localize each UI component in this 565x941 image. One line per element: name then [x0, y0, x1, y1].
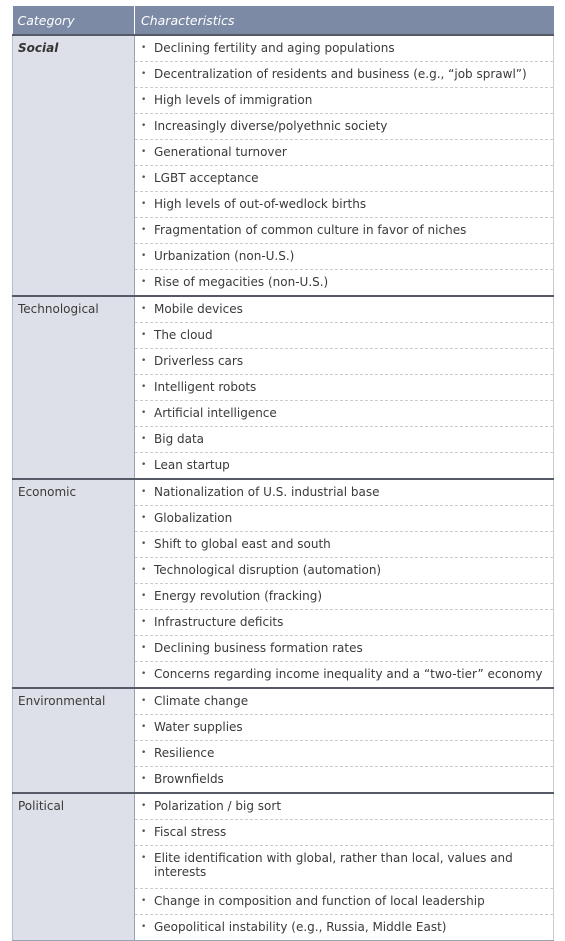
list-item	[135, 427, 553, 446]
characteristic-text: Shift to global east and south	[154, 537, 331, 551]
characteristic-text: Declining business formation rates	[154, 641, 363, 655]
bullet-icon: •	[141, 669, 147, 679]
category-cell: Technological	[13, 296, 135, 479]
characteristic-cell	[135, 715, 554, 741]
bullet-icon: •	[141, 617, 147, 627]
bullet-icon: •	[141, 330, 147, 340]
characteristic-cell	[135, 166, 554, 192]
bullet-icon: •	[141, 827, 147, 837]
list-item	[135, 401, 553, 420]
bullet-icon: •	[141, 277, 147, 287]
characteristic-cell	[135, 270, 554, 297]
characteristic-cell	[135, 479, 554, 506]
list-item	[135, 140, 553, 159]
characteristic-cell	[135, 636, 554, 662]
table-row	[13, 296, 554, 323]
characteristic-text: Urbanization (non-U.S.)	[154, 249, 295, 263]
bullet-icon: •	[141, 591, 147, 601]
characteristic-text: Driverless cars	[154, 354, 244, 368]
characteristic-text: Mobile devices	[154, 302, 243, 316]
characteristic-cell	[135, 846, 554, 889]
characteristic-cell	[135, 140, 554, 166]
characteristic-cell	[135, 889, 554, 915]
characteristic-text: Globalization	[154, 511, 233, 525]
table-row	[13, 793, 554, 820]
characteristics-column-header: Characteristics	[135, 6, 554, 35]
bullet-icon: •	[141, 539, 147, 549]
characteristic-text: Declining fertility and aging populations	[154, 41, 395, 55]
list-item	[135, 689, 553, 708]
list-item	[135, 88, 553, 107]
characteristic-text: Geopolitical instability (e.g., Russia, Middle East)	[154, 920, 447, 934]
characteristic-text: Intelligent robots	[154, 380, 257, 394]
bullet-icon: •	[141, 382, 147, 392]
list-item	[135, 741, 553, 760]
characteristic-text: The cloud	[154, 328, 213, 342]
characteristic-text: Generational turnover	[154, 145, 287, 159]
characteristic-cell	[135, 506, 554, 532]
list-item	[135, 114, 553, 133]
characteristic-text: Change in composition and function of local leadership	[154, 894, 485, 908]
bullet-icon: •	[141, 896, 147, 906]
list-item	[135, 270, 553, 289]
list-item	[135, 820, 553, 839]
list-item	[135, 480, 553, 499]
characteristic-text: Increasingly diverse/polyethnic society	[154, 119, 388, 133]
bullet-icon: •	[141, 95, 147, 105]
characteristic-cell	[135, 688, 554, 715]
list-item	[135, 349, 553, 368]
bullet-icon: •	[141, 69, 147, 79]
characteristic-text: Big data	[154, 432, 205, 446]
list-item	[135, 297, 553, 316]
list-item	[135, 558, 553, 577]
table-body	[13, 35, 554, 941]
bullet-icon: •	[141, 121, 147, 131]
bullet-icon: •	[141, 434, 147, 444]
characteristic-text: Brownfields	[154, 772, 224, 786]
bullet-icon: •	[141, 408, 147, 418]
bullet-icon: •	[141, 722, 147, 732]
characteristic-text: Fiscal stress	[154, 825, 227, 839]
characteristic-cell	[135, 453, 554, 480]
characteristic-cell	[135, 35, 554, 62]
table-header-row	[13, 6, 554, 35]
bullet-icon: •	[141, 922, 147, 932]
characteristic-text: Lean startup	[154, 458, 230, 472]
list-item	[135, 767, 553, 786]
characteristic-cell	[135, 114, 554, 140]
list-item	[135, 715, 553, 734]
list-item	[135, 192, 553, 211]
characteristic-cell	[135, 218, 554, 244]
trends-table	[12, 6, 554, 941]
characteristic-cell	[135, 741, 554, 767]
category-cell: Economic	[13, 479, 135, 688]
bullet-icon: •	[141, 43, 147, 53]
bullet-icon: •	[141, 460, 147, 470]
bullet-icon: •	[141, 251, 147, 261]
table-row	[13, 688, 554, 715]
bullet-icon: •	[141, 853, 147, 863]
characteristic-text: Resilience	[154, 746, 215, 760]
characteristic-text: Climate change	[154, 694, 249, 708]
table-row	[13, 35, 554, 62]
list-item	[135, 889, 553, 908]
characteristic-text: Rise of megacities (non-U.S.)	[154, 275, 329, 289]
characteristic-cell	[135, 820, 554, 846]
characteristic-text: Technological disruption (automation)	[154, 563, 382, 577]
list-item	[135, 453, 553, 472]
bullet-icon: •	[141, 173, 147, 183]
characteristic-cell	[135, 349, 554, 375]
list-item	[135, 166, 553, 185]
characteristic-cell	[135, 192, 554, 218]
characteristic-cell	[135, 532, 554, 558]
characteristic-text: Water supplies	[154, 720, 243, 734]
characteristic-text: High levels of immigration	[154, 93, 313, 107]
characteristic-text: Elite identification with global, rather than local, values and interests	[154, 851, 513, 879]
bullet-icon: •	[141, 199, 147, 209]
characteristic-text: Infrastructure deficits	[154, 615, 284, 629]
category-cell: Political	[13, 793, 135, 941]
list-item	[135, 375, 553, 394]
characteristic-cell	[135, 427, 554, 453]
bullet-icon: •	[141, 513, 147, 523]
bullet-icon: •	[141, 356, 147, 366]
characteristic-text: LGBT acceptance	[154, 171, 259, 185]
list-item	[135, 636, 553, 655]
characteristic-cell	[135, 323, 554, 349]
characteristic-cell	[135, 767, 554, 794]
characteristic-text: Polarization / big sort	[154, 799, 282, 813]
list-item	[135, 794, 553, 813]
bullet-icon: •	[141, 774, 147, 784]
list-item	[135, 62, 553, 81]
list-item	[135, 610, 553, 629]
characteristic-cell	[135, 244, 554, 270]
list-item	[135, 662, 553, 681]
bullet-icon: •	[141, 225, 147, 235]
characteristic-cell	[135, 662, 554, 689]
characteristic-text: Fragmentation of common culture in favor of niches	[154, 223, 467, 237]
characteristic-cell	[135, 793, 554, 820]
category-cell: Social	[13, 35, 135, 296]
bullet-icon: •	[141, 147, 147, 157]
characteristic-cell	[135, 584, 554, 610]
characteristic-cell	[135, 296, 554, 323]
list-item	[135, 584, 553, 603]
characteristic-cell	[135, 401, 554, 427]
list-item	[135, 915, 553, 934]
category-column-header: Category	[13, 6, 135, 35]
bullet-icon: •	[141, 304, 147, 314]
characteristic-cell	[135, 375, 554, 401]
bullet-icon: •	[141, 696, 147, 706]
list-item	[135, 532, 553, 551]
list-item	[135, 506, 553, 525]
characteristic-cell	[135, 88, 554, 114]
characteristic-cell	[135, 610, 554, 636]
characteristic-cell	[135, 915, 554, 941]
list-item	[135, 323, 553, 342]
characteristic-text: High levels of out-of-wedlock births	[154, 197, 367, 211]
list-item	[135, 218, 553, 237]
bullet-icon: •	[141, 801, 147, 811]
characteristic-text: Artificial intelligence	[154, 406, 277, 420]
characteristic-cell	[135, 62, 554, 88]
bullet-icon: •	[141, 487, 147, 497]
characteristic-text: Concerns regarding income inequality and a “two-tier” economy	[154, 667, 543, 681]
list-item	[135, 244, 553, 263]
bullet-icon: •	[141, 748, 147, 758]
characteristic-cell	[135, 558, 554, 584]
table-row	[13, 479, 554, 506]
list-item	[135, 846, 553, 879]
bullet-icon: •	[141, 643, 147, 653]
characteristic-text: Nationalization of U.S. industrial base	[154, 485, 380, 499]
characteristic-text: Energy revolution (fracking)	[154, 589, 323, 603]
list-item	[135, 36, 553, 55]
category-cell: Environmental	[13, 688, 135, 793]
bullet-icon: •	[141, 565, 147, 575]
characteristic-text: Decentralization of residents and business (e.g., “job sprawl”)	[154, 67, 527, 81]
